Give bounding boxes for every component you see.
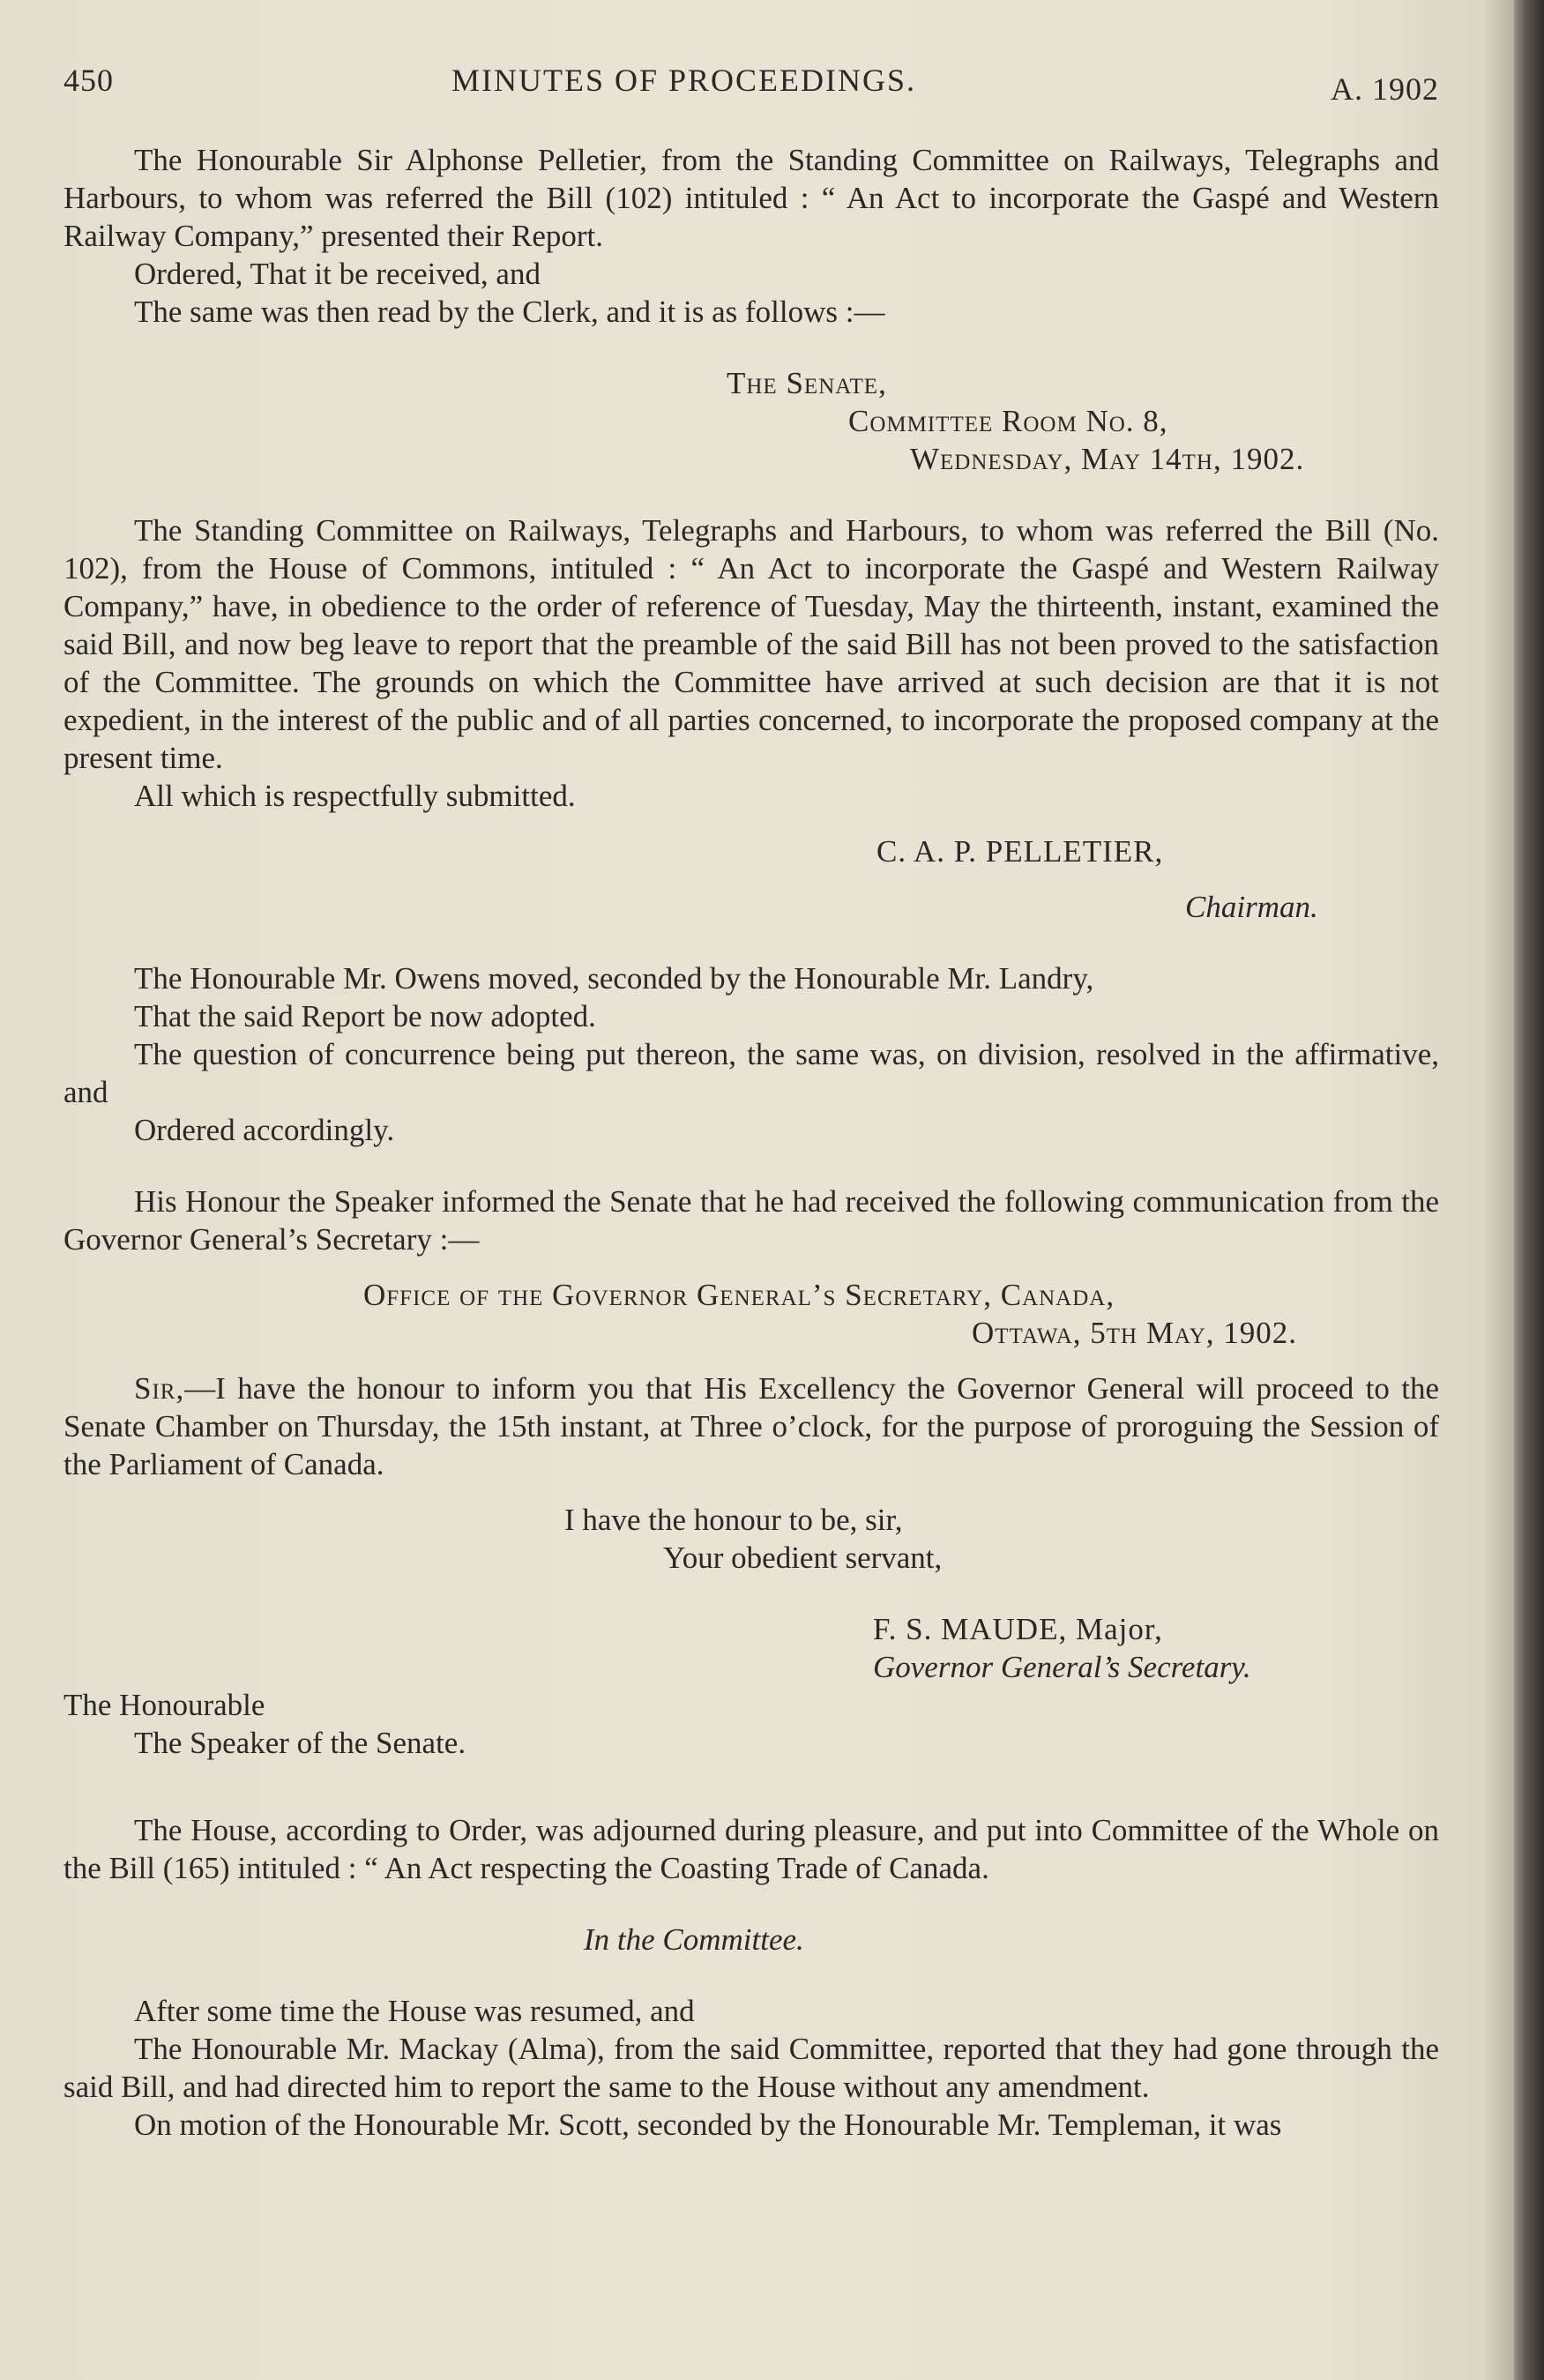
report-submitted: All which is respectfully submitted. — [134, 779, 576, 813]
house-adjourned: The House, according to Order, was adjourned during pleasure, and put into Committee of the Whole on the Bill (165) intituled : “ An Act respecting the Coasting Trade of Canada. — [63, 1813, 1439, 1885]
paragraph-report-presented: The Honourable Sir Alphonse Pelletier, from the Standing Committee on Railways, Telegraphs and Harbours, to whom was referred the Bill (102) intituled : “ An Act to incorporate the Gaspé and Western Railway Company,” presented their Report. — [63, 143, 1439, 253]
letter-signer-title: Governor General’s Secretary. — [873, 1650, 1251, 1684]
speaker-informed: His Honour the Speaker informed the Senate that he had received the following communication from the Governor General’s Secretary :— — [63, 1184, 1439, 1257]
page-number: 450 — [63, 63, 114, 98]
letter-heading-date: Ottawa, 5th May, 1902. — [972, 1316, 1298, 1350]
letter-body-text: —I have the honour to inform you that His Excellency the Governor General will proceed to the Senate Chamber on Thursday, the 15th instant, at Three o’clock, for the purpose of proroguing the Session of the Parliament of Canada. — [63, 1371, 1439, 1481]
letter-body — [63, 1369, 1439, 1483]
letter-signer: F. S. MAUDE, Major, — [873, 1612, 1163, 1646]
paragraph-read-by-clerk: The same was then read by the Clerk, and it is as follows :— — [134, 295, 885, 329]
header-title: MINUTES OF PROCEEDINGS. — [451, 63, 917, 98]
header-year: A. 1902 — [1331, 71, 1439, 107]
report-heading-room: Committee Room No. 8, — [848, 404, 1168, 438]
report-body: The Standing Committee on Railways, Telegraphs and Harbours, to whom was referred the Bill (No. 102), from the House of Commons, intituled : “ An Act to incorporate the Gaspé and Western Railway Company,” have, in obedience to the order of reference of Tuesday, May the thirteenth, instant, examined the said Bill, and now beg leave to report that the preamble of the said Bill has not been proved to the satisfaction of the Committee. The grounds on which the Committee have arrived at such decision are that it is not expedient, in the interest of the public and of all parties concerned, to incorporate the proposed company at the present time. — [63, 513, 1439, 775]
report-signer-title: Chairman. — [1185, 890, 1318, 924]
report-heading-date: Wednesday, May 14th, 1902. — [910, 442, 1305, 476]
report-signer: C. A. P. PELLETIER, — [876, 834, 1164, 869]
addressee-speaker: The Speaker of the Senate. — [134, 1726, 466, 1760]
question-concurrence: The question of concurrence being put thereon, the same was, on division, resolved in the affirmative, and — [63, 1037, 1439, 1109]
book-spine-shadow — [1514, 0, 1544, 2380]
letter-salutation: Sir, — [134, 1371, 185, 1406]
letter-close-honour: I have the honour to be, sir, — [564, 1503, 903, 1537]
motion-report-adopted: That the said Report be now adopted. — [134, 999, 596, 1033]
in-the-committee: In the Committee. — [584, 1922, 804, 1957]
house-resumed: After some time the House was resumed, and — [134, 1994, 695, 2028]
running-header — [63, 62, 1439, 123]
motion-scott: On motion of the Honourable Mr. Scott, seconded by the Honourable Mr. Templeman, it was — [134, 2108, 1282, 2142]
letter-heading-office: Office of the Governor General’s Secretary, Canada, — [363, 1278, 1115, 1312]
motion-owens: The Honourable Mr. Owens moved, seconded by the Honourable Mr. Landry, — [134, 961, 1094, 996]
addressee-honourable: The Honourable — [63, 1688, 265, 1722]
paragraph-ordered-received: Ordered, That it be received, and — [134, 257, 541, 291]
report-heading-senate: The Senate, — [727, 366, 887, 400]
letter-close-servant: Your obedient servant, — [663, 1541, 943, 1575]
mackay-report: The Honourable Mr. Mackay (Alma), from the said Committee, reported that they had gone through the said Bill, and had directed him to report the same to the House without any amendment. — [63, 2032, 1439, 2104]
ordered-accordingly: Ordered accordingly. — [134, 1113, 395, 1147]
page-content — [63, 62, 1439, 2144]
